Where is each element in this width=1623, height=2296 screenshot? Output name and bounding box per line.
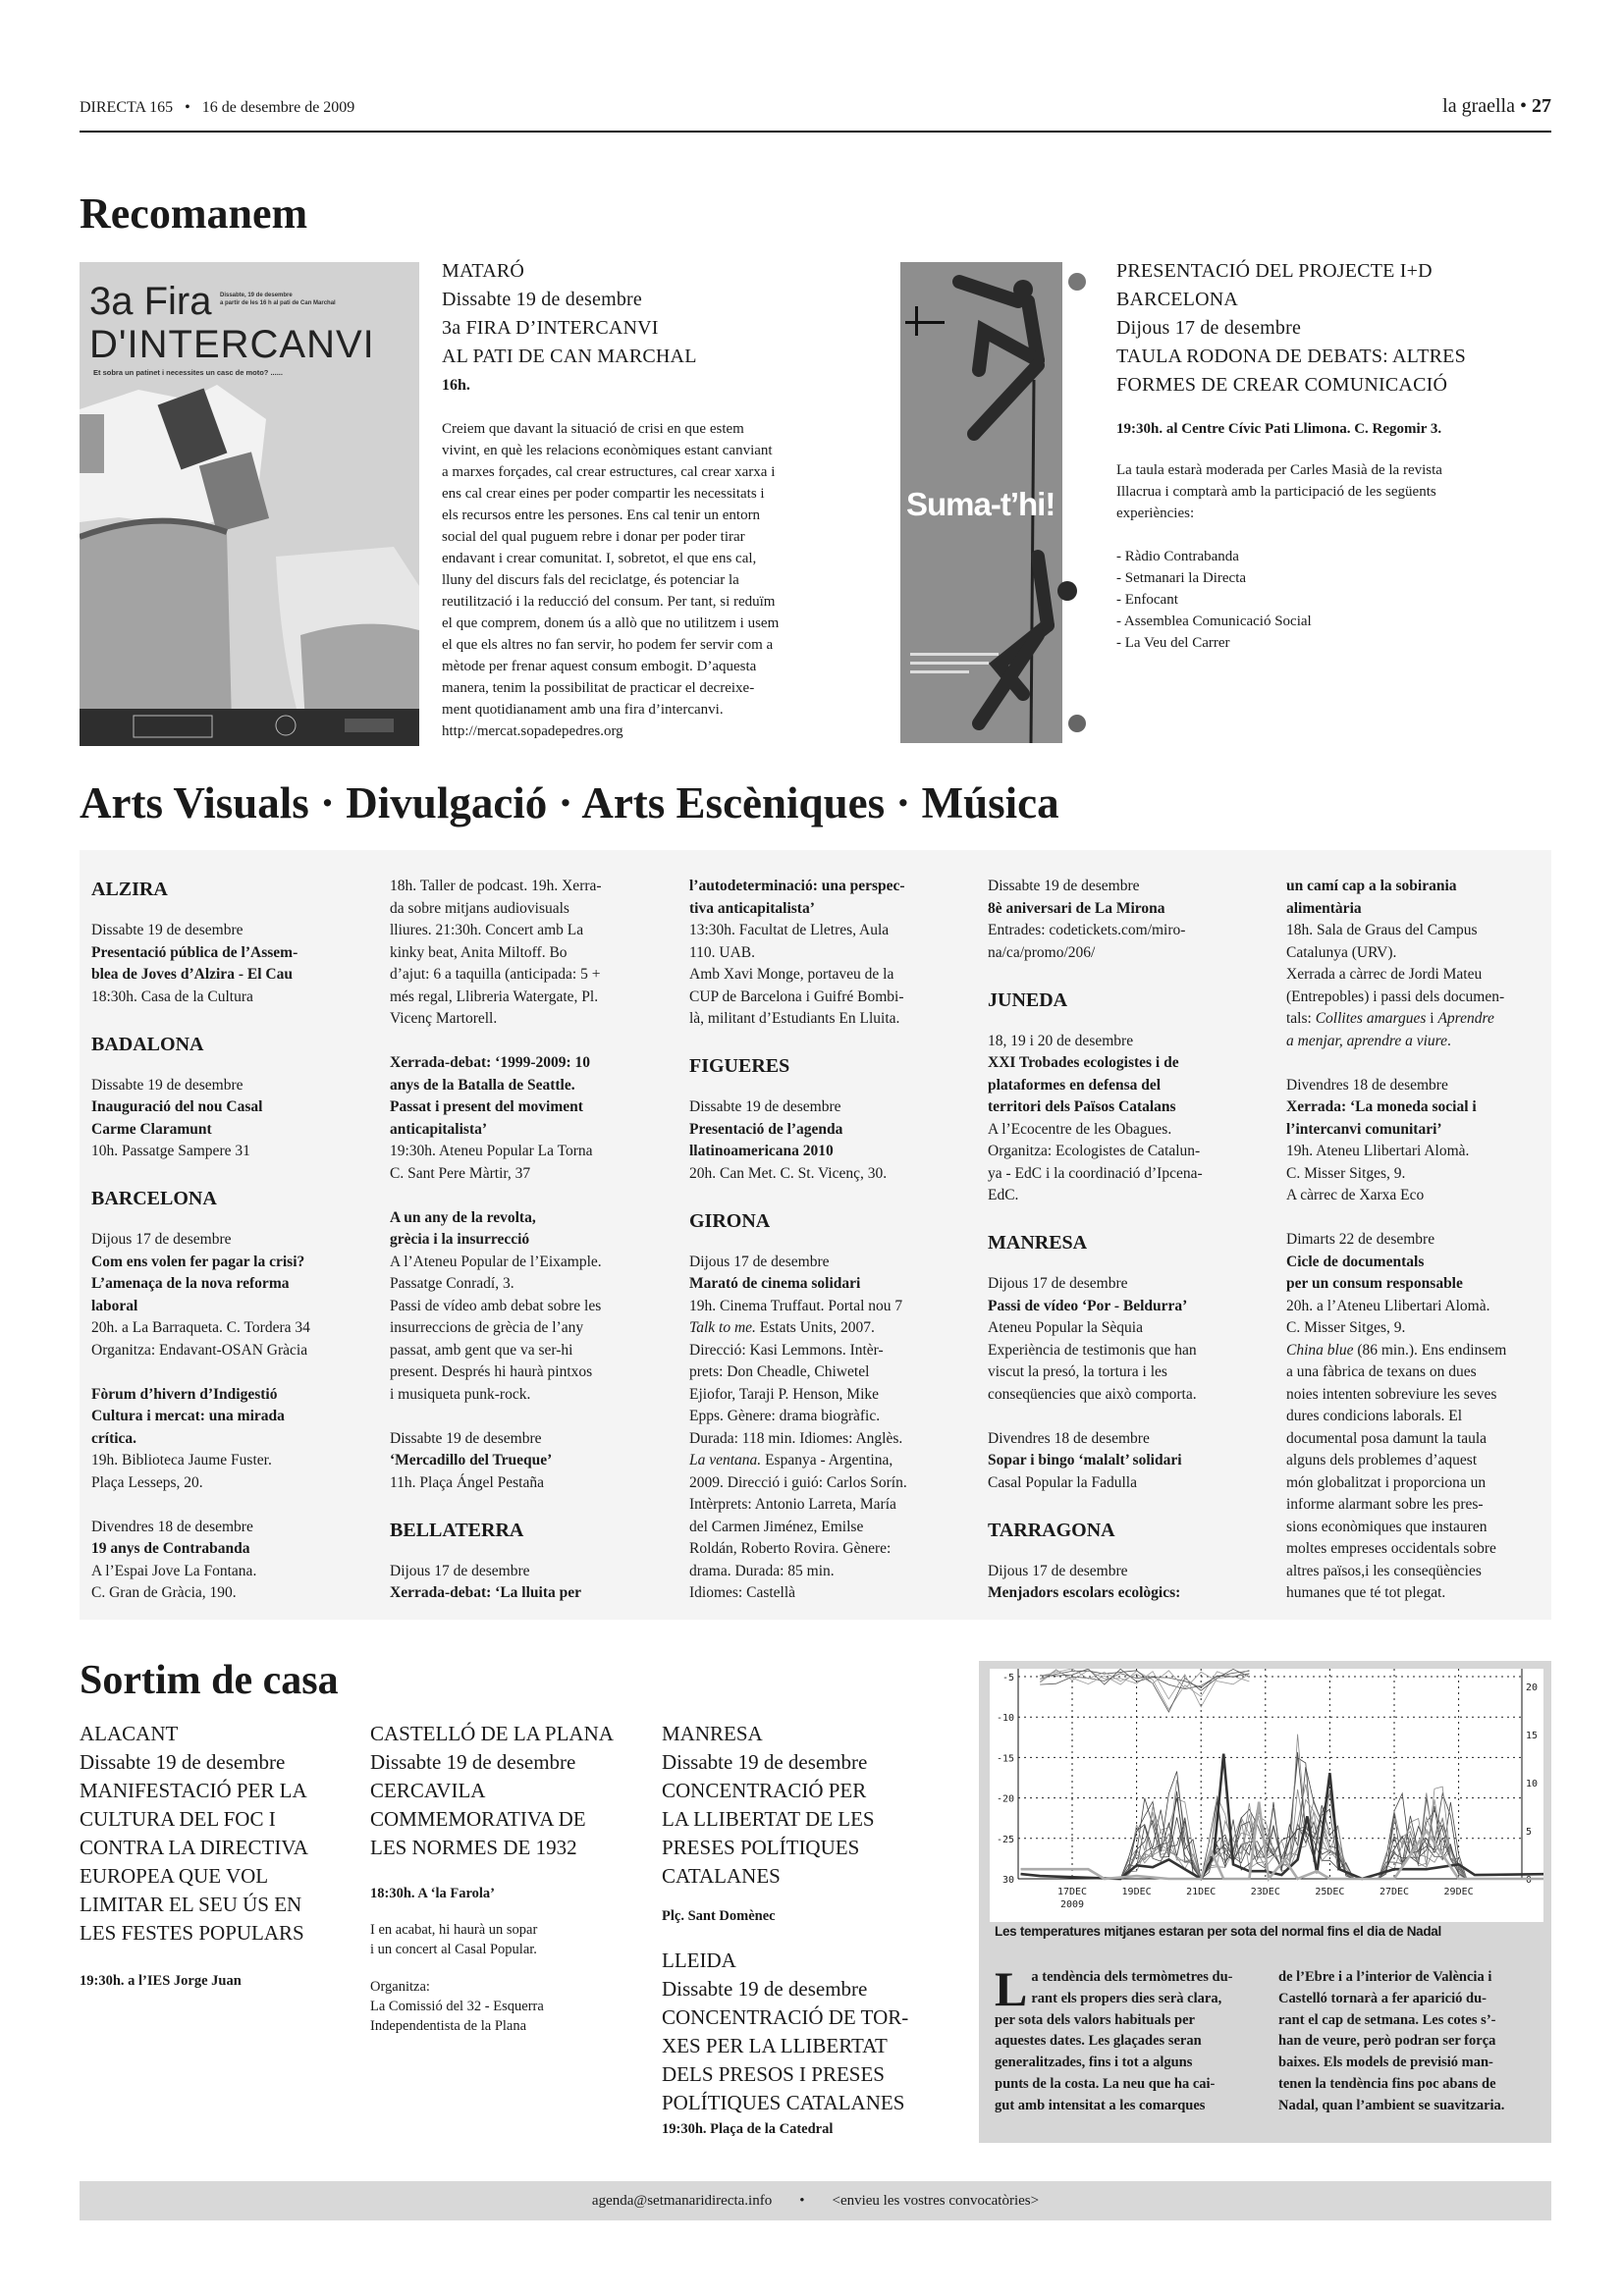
event-note: I en acabat, hi haurà un sopar i un concert al Casal Popular. <box>370 1922 538 1957</box>
entry-date: Dissabte 19 de desembre <box>91 922 243 938</box>
entry-details <box>689 1163 976 1186</box>
entry-details <box>91 1317 378 1362</box>
left-tick-label: -25 <box>996 1834 1014 1845</box>
footer-note: <envieu les vostres convocatòries> <box>832 2193 1040 2209</box>
entry-text: Casal Popular la Fadulla <box>988 1473 1137 1491</box>
entry-date: Divendres 18 de desembre <box>988 1429 1150 1447</box>
suma-thi-poster <box>900 262 1090 743</box>
contact-email[interactable]: agenda@setmanaridirecta.info <box>591 2193 773 2209</box>
entry-details <box>91 1450 378 1494</box>
entry-text: Ateneu Popular la Sèquia Experiència de testimonis que han viscut la presó, la tortura i les conseqüencies que això comporta. <box>988 1319 1197 1403</box>
event-time: 18:30h. A ‘la Farola’ <box>370 1886 496 1901</box>
weather-text-col2: de l’Ebre i a l’interior de València i Castelló tornarà a fer aparició du- rant el cap de setmana. Les cotes s’- han de veure, però podran ser força baixes. Els models de previsió man- tenen la tendència fins poc abans de Nadal, quan l’ambient se suavitzaria. <box>1278 1969 1505 2113</box>
entry-title: 8è aniversari de La Mirona <box>988 899 1165 917</box>
agenda-entry <box>1286 876 1573 1052</box>
agenda-entry <box>390 1561 676 1605</box>
entry-title: Sopar i bingo ‘malalt’ solidari <box>988 1452 1182 1468</box>
entry-details <box>1286 920 1573 1052</box>
entry-title: Menjadors escolars ecològics: <box>988 1584 1181 1601</box>
event-manresa <box>662 1720 947 2138</box>
participants-list: - Ràdio Contrabanda - Setmanari la Directa - Enfocant - Assemblea Comunicació Social - La Veu del Carrer <box>1116 549 1312 651</box>
entry-details <box>91 1141 378 1163</box>
issue-date: 16 de desembre de 2009 <box>201 99 355 116</box>
agenda-entry <box>988 1561 1274 1605</box>
entry-text: 18h. Sala de Graus del Campus Catalunya (URV). Xerrada a càrrec de Jordi Mateu (Entrepobles) i passi dels documen- tals: <box>1286 922 1505 1027</box>
entry-details <box>1286 1141 1573 1207</box>
entry-date: 18, 19 i 20 de desembre <box>988 1032 1134 1049</box>
city-heading: TARRAGONA <box>988 1519 1115 1541</box>
agenda-entry <box>390 1207 676 1407</box>
x-year-label: 2009 <box>1059 1899 1085 1910</box>
film-title: Collites amargues <box>1315 1010 1427 1027</box>
agenda-column <box>91 876 378 1627</box>
agenda-entry <box>390 1052 676 1185</box>
page-header-right <box>1442 95 1551 118</box>
city-heading: ALZIRA <box>91 879 168 900</box>
entry-title: A un any de la revolta, grècia i la insurrecció <box>390 1208 536 1248</box>
entry-title: Inauguració del nou Casal Carme Claramunt <box>91 1098 263 1138</box>
entry-text: 19h. Ateneu Llibertari Alomà. C. Misser Sitges, 9. A càrrec de Xarxa Eco <box>1286 1143 1470 1203</box>
entry-title: Xerrada: ‘La moneda social i l’intercanvi comunitari’ <box>1286 1098 1477 1138</box>
left-tick-label: -5 <box>1001 1673 1014 1683</box>
entry-date: Dimarts 22 de desembre <box>1286 1231 1435 1248</box>
chart-caption: Les temperatures mitjanes estaran per sota del normal fins el dia de Nadal <box>995 1924 1441 1939</box>
temperature-chart <box>990 1669 1543 1922</box>
poster-tagline: Et sobra un patinet i necessites un casc de moto? ...... <box>93 368 283 377</box>
footer-bar <box>80 2181 1551 2220</box>
entry-text: 18h. Taller de podcast. 19h. Xerra- da sobre mitjans audiovisuals lliures. 21:30h. Concert amb La kinky beat, Anita Miltoff. Bo d’ajut: 6 a taquilla (anticipada: 5 + més regal, Llibreria Watergate, Pl. Vicenç Martorell. <box>390 878 602 1027</box>
entry-date: Divendres 18 de desembre <box>91 1518 253 1535</box>
section-title-sortim: Sortim de casa <box>80 1658 339 1703</box>
separator: • <box>185 99 190 116</box>
entry-text: Entrades: codetickets.com/miro- na/ca/promo/206/ <box>988 922 1186 961</box>
right-tick-label: 15 <box>1526 1731 1539 1741</box>
entry-text: Espanya - Argentina, 2009. Direcció i guió: Carlos Sorín. Intèrprets: Antonio Larreta, María del Carmen Jiménez, Emilse Roldán, Roberto Rovira. Gènere: drama. Durada: 85 min. Idiomes: Castellà <box>689 1452 907 1601</box>
drop-cap: L <box>995 1961 1028 2016</box>
agenda-entry <box>390 876 676 1031</box>
entry-date: Dissabte 19 de desembre <box>390 1429 542 1447</box>
entry-date: Dijous 17 de desembre <box>91 1231 232 1248</box>
entry-details <box>91 1561 378 1605</box>
x-tick-label: 17DEC <box>1056 1887 1088 1897</box>
agenda-entry <box>390 1428 676 1495</box>
entry-text: 20h. a La Barraqueta. C. Tordera 34 Organitza: Endavant-OSAN Gràcia <box>91 1319 310 1359</box>
film-title: Aprendre a menjar, aprendre a viure <box>1286 1010 1494 1049</box>
entry-date: Dijous 17 de desembre <box>988 1562 1128 1579</box>
entry-date: Dissabte 19 de desembre <box>988 878 1140 894</box>
entry-details <box>988 920 1274 964</box>
city-heading: FIGUERES <box>689 1055 790 1077</box>
page-header-left <box>80 99 354 117</box>
entry-details <box>988 1119 1274 1207</box>
entry-date: Dijous 17 de desembre <box>689 1253 830 1270</box>
left-tick-label: -10 <box>996 1713 1014 1725</box>
x-tick-label: 21DEC <box>1186 1887 1217 1897</box>
page-number: 27 <box>1532 95 1551 117</box>
event-projecte-id <box>1116 257 1548 654</box>
entry-title: ‘Mercadillo del Trueque’ <box>390 1452 553 1468</box>
entry-date: Dijous 17 de desembre <box>390 1562 530 1579</box>
city-heading: JUNEDA <box>988 988 1068 1011</box>
entry-text: 19h. Biblioteca Jaume Fuster. Plaça Lesseps, 20. <box>91 1452 272 1491</box>
chart-background <box>990 1669 1543 1922</box>
entry-details <box>1286 1296 1573 1605</box>
agenda-entry <box>988 1428 1274 1495</box>
left-tick-label: 30 <box>1001 1875 1014 1886</box>
entry-details <box>390 1472 676 1495</box>
publication-name: DIRECTA 165 <box>80 99 174 116</box>
x-tick-label: 25DEC <box>1315 1887 1345 1897</box>
poster-title-line1: 3a Fira <box>89 280 212 323</box>
fira-intercanvi-poster <box>80 262 419 746</box>
entry-date: Dijous 17 de desembre <box>988 1275 1128 1292</box>
entry-text: 10h. Passatge Sampere 31 <box>91 1143 250 1159</box>
city-heading: BELLATERRA <box>390 1519 524 1541</box>
entry-text: 13:30h. Facultat de Lletres, Aula 110. UAB. Amb Xavi Monge, portaveu de la CUP de Barcelona i Guifré Bombi- là, militant d’Estudiants En Lluita. <box>689 922 904 1027</box>
right-tick-label: 20 <box>1526 1682 1539 1693</box>
x-tick-label: 27DEC <box>1379 1887 1410 1897</box>
entry-title: Presentació de l’agenda llatinoamericana 2010 <box>689 1120 843 1159</box>
event-heading: PRESENTACIÓ DEL PROJECTE I+D BARCELONA Dijous 17 de desembre TAULA RODONA DE DEBATS: ALTRES FORMES DE CREAR COMUNICACIÓ <box>1116 260 1466 396</box>
entry-date: Divendres 18 de desembre <box>1286 1076 1448 1094</box>
entry-title: Passi de vídeo ‘Por - Beldurra’ <box>988 1297 1188 1314</box>
x-tick-label: 19DEC <box>1121 1887 1152 1897</box>
film-title: China blue <box>1286 1341 1354 1359</box>
event-description: La taula estarà moderada per Carles Masià de la revista Illacrua i comptarà amb la participació de les següents experiències: <box>1116 462 1442 521</box>
event-heading: MATARÓ Dissabte 19 de desembre 3a FIRA D’INTERCANVI AL PATI DE CAN MARCHAL <box>442 260 697 367</box>
entry-details <box>91 987 378 1009</box>
entry-details <box>689 1296 976 1605</box>
entry-text: 19:30h. Ateneu Popular La Torna C. Sant Pere Màrtir, 37 <box>390 1143 593 1182</box>
agenda-column <box>988 876 1274 1627</box>
entry-text: Estats Units, 2007. Direcció: Kasi Lemmons. Intèr- prets: Don Cheadle, Chiwetel Ejiofor, Taraji P. Henson, Mike Epps. Gènere: drama biogràfic. Durada: 118 min. Idiomes: Anglès. <box>689 1319 903 1447</box>
entry-title: Fòrum d’hivern d’Indigestió Cultura i mercat: una mirada crítica. <box>91 1385 285 1447</box>
poster-title-line2: D'INTERCANVI <box>89 323 375 366</box>
left-tick-label: -15 <box>996 1753 1014 1765</box>
header-rule <box>80 131 1551 133</box>
section-name: la graella <box>1442 95 1515 117</box>
entry-title: l’autodeterminació: una perspec- tiva anticapitalista’ <box>689 878 905 917</box>
separator: • <box>1519 95 1527 117</box>
agenda-entry <box>91 1229 378 1362</box>
weather-text-col1 <box>995 1961 1260 2117</box>
right-tick-label: 0 <box>1526 1875 1533 1886</box>
event-lleida-heading: LLEIDA Dissabte 19 de desembre CONCENTRACIÓ DE TOR- XES PER LA LLIBERTAT DELS PRESOS I PRESES POLÍTIQUES CATALANES <box>662 1949 909 2114</box>
weather-text: a tendència dels termòmetres du- rant els propers dies serà clara, per sota dels valors habituals per aquestes dates. Les glaçades seran generalitzades, fins i tot a alguns punts de la costa. La neu que ha cai- gut amb intensitat a les comarques <box>995 1969 1233 2113</box>
agenda-entry <box>689 1096 976 1185</box>
section-title-agenda: Arts Visuals · Divulgació · Arts Escèniques · Música <box>80 778 1059 828</box>
right-tick-label: 5 <box>1526 1827 1533 1838</box>
city-heading: GIRONA <box>689 1209 771 1232</box>
agenda-column <box>689 876 976 1627</box>
event-organizer: Organitza: La Comissió del 32 - Esquerra Independentista de la Plana <box>370 1979 544 2034</box>
event-time: 16h. <box>442 377 470 394</box>
entry-details <box>689 920 976 1031</box>
event-mataro <box>442 257 854 742</box>
entry-title: Xerrada-debat: ‘1999-2009: 10 anys de la Batalla de Seattle. Passat i present del moviment anticapitalista’ <box>390 1054 591 1138</box>
x-tick-label: 29DEC <box>1443 1887 1474 1897</box>
event-time: 19:30h. al Centre Cívic Pati Llimona. C. Regomir 3. <box>1116 421 1442 437</box>
entry-title: Cicle de documentals per un consum responsable <box>1286 1253 1463 1292</box>
city-heading: BADALONA <box>91 1033 204 1055</box>
agenda-entry <box>988 1031 1274 1207</box>
x-tick-label: 23DEC <box>1250 1887 1280 1897</box>
film-title: La ventana. <box>689 1452 762 1468</box>
entry-details <box>988 1472 1274 1495</box>
entry-title: un camí cap a la sobirania alimentària <box>1286 878 1457 917</box>
agenda-column <box>390 876 676 1627</box>
section-title-recomanem: Recomanem <box>80 189 308 238</box>
agenda-column <box>1286 876 1573 1627</box>
entry-text: A l’Ecocentre de les Obagues. Organitza: Ecologistes de Catalun- ya - EdC i la coordinació d’Ipcena- EdC. <box>988 1120 1203 1203</box>
entry-text: A l’Espai Jove La Fontana. C. Gran de Gràcia, 190. <box>91 1562 257 1601</box>
event-time: 19:30h. a l’IES Jorge Juan <box>80 1973 242 1989</box>
event-heading: CASTELLÓ DE LA PLANA Dissabte 19 de desembre CERCAVILA COMMEMORATIVA DE LES NORMES DE 1932 <box>370 1722 614 1859</box>
event-description: Creiem que davant la situació de crisi en que estem vivint, en què les relacions econòmiques estant canviant a marxes forçades, cal crear estructures, cal crear xarxa i ens cal crear eines per poder compartir les necessitats i els recursos entre les persones. Ens cal tenir un entorn social del qual puguem rebre i donar per poder tirar endavant i crear comunitat. I, sobretot, el que ens cal, lluny del discurs fals del reciclatge, és potenciar la reutilització i la reducció del consum. Per tant, si reduïm el que comprem, donem ús a allò que no utilitzem i usem el que els altres no fan servir, ho podem fer servir com a mètode per frenar aquest consum embogit. D’aquesta manera, tenim la possibilitat de practicar el decreixe- ment quotidianament amb una fira d’intercanvi. http://mercat.sopadepedres.org <box>442 421 780 739</box>
event-time: Plç. Sant Domènec <box>662 1908 776 1924</box>
entry-text: 18:30h. Casa de la Cultura <box>91 988 253 1005</box>
entry-title: Presentació pública de l’Assem- blea de Joves d’Alzira - El Cau <box>91 943 298 983</box>
left-tick-label: -20 <box>996 1793 1014 1805</box>
entry-details <box>390 1252 676 1407</box>
event-castello <box>370 1720 655 2036</box>
entry-title: 19 anys de Contrabanda <box>91 1540 250 1557</box>
agenda-entry <box>689 876 976 1031</box>
entry-title: XXI Trobades ecologistes i de plataformes en defensa del territori dels Països Catalans <box>988 1054 1179 1115</box>
entry-text: 19h. Cinema Truffaut. Portal nou 7 <box>689 1297 903 1314</box>
agenda-entry <box>91 1517 378 1605</box>
agenda-entry <box>91 920 378 1008</box>
agenda-entry <box>91 1384 378 1495</box>
entry-title: Marató de cinema solidari <box>689 1275 861 1292</box>
agenda-entry <box>1286 1229 1573 1605</box>
entry-date: Dissabte 19 de desembre <box>689 1098 841 1115</box>
entry-text: (86 min.). Ens endinsem a una fàbrica de texans on dues noies intenten sobreviure les seves dures condicions laborals. El documental posa damunt la taula alguns dels problemes d’aquest món globalitzat i proporciona un informe alarmant sobre les pres- sions econòmiques que instauren moltes empreses occidentals sobre altres països,i les conseqüències humanes que té tot plegat. <box>1286 1341 1507 1601</box>
agenda-entry <box>689 1252 976 1605</box>
entry-title: Xerrada-debat: ‘La lluita per <box>390 1584 582 1601</box>
entry-details <box>390 1141 676 1185</box>
entry-text: 20h. a l’Ateneu Llibertari Alomà. C. Misser Sitges, 9. <box>1286 1297 1490 1336</box>
event-lleida-time: 19:30h. Plaça de la Catedral <box>662 2121 834 2137</box>
entry-text: 11h. Plaça Ángel Pestaña <box>390 1473 544 1491</box>
entry-text: A l’Ateneu Popular de l’Eixample. Passatge Conradí, 3. Passi de vídeo amb debat sobre les insurreccions de grècia de l’any passat, amb gent que va ser-hi present. Després hi haurà pintxos i musiqueta punk-rock. <box>390 1253 602 1403</box>
entry-text: i <box>1426 1010 1438 1027</box>
entry-title: Com ens volen fer pagar la crisi? L’amenaça de la nova reforma laboral <box>91 1253 305 1314</box>
separator: • <box>799 2193 805 2209</box>
event-heading: ALACANT Dissabte 19 de desembre MANIFESTACIÓ PER LA CULTURA DEL FOC I CONTRA LA DIRECTIVA EUROPEA QUE VOL LIMITAR EL SEU ÚS EN LES FESTES POPULARS <box>80 1722 308 1945</box>
poster-date: Dissabte, 19 de desembre a partir de les 16 h al pati de Can Marchal <box>220 293 336 306</box>
agenda-entry <box>1286 1075 1573 1207</box>
right-tick-label: 10 <box>1526 1779 1539 1789</box>
film-title: Talk to me. <box>689 1319 756 1336</box>
city-heading: MANRESA <box>988 1232 1088 1254</box>
agenda-entry <box>988 1273 1274 1406</box>
poster-title: Suma-t’hi! <box>906 486 1055 522</box>
city-heading: BARCELONA <box>91 1188 217 1209</box>
event-heading: MANRESA Dissabte 19 de desembre CONCENTRACIÓ PER LA LLIBERTAT DE LES PRESES POLÍTIQUES CATALANES <box>662 1722 875 1888</box>
entry-text: 20h. Can Met. C. St. Vicenç, 30. <box>689 1164 888 1182</box>
entry-details <box>390 876 676 1031</box>
entry-date: Dissabte 19 de desembre <box>91 1076 243 1094</box>
entry-details <box>988 1317 1274 1406</box>
entry-text: . <box>1447 1032 1451 1049</box>
agenda-entry <box>91 1075 378 1163</box>
event-alacant <box>80 1720 364 1990</box>
agenda-entry <box>988 876 1274 964</box>
